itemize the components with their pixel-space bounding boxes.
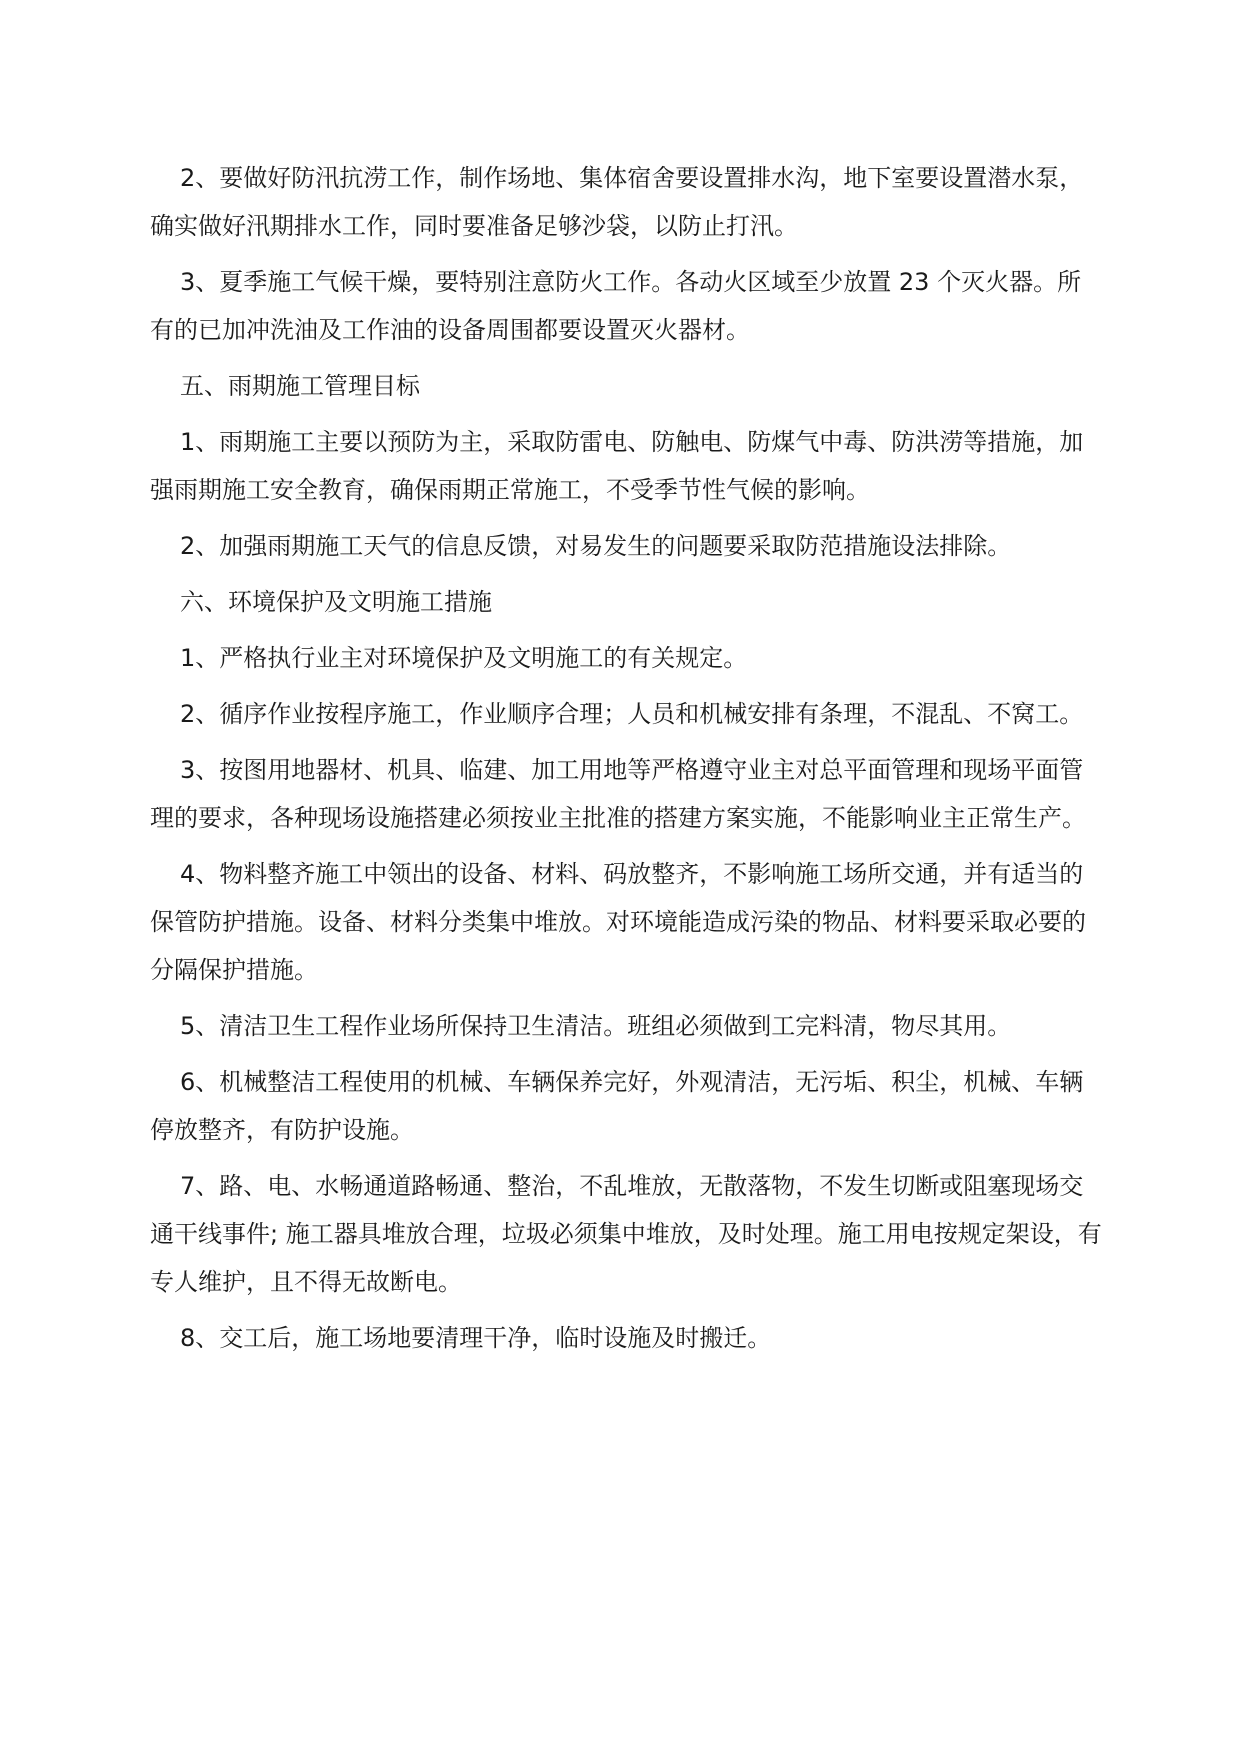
paragraph-fire-prevention: 3、夏季施工气候干燥，要特别注意防火工作。各动火区域至少放置 23 个灭火器。所有的已加冲洗油及工作油的设备周围都要设置灭火器材。: [150, 268, 1082, 344]
paragraph-roads-power-water: 7、路、电、水畅通道路畅通、整治，不乱堆放，无散落物，不发生切断或阻塞现场交通干线事件; 施工器具堆放合理，垃圾必须集中堆放，及时处理。施工用电按规定架设，有专人维护，且不得无故断电。: [150, 1172, 1102, 1296]
section-heading-environment: 六、环境保护及文明施工措施: [180, 588, 492, 616]
paragraph-handover: 8、交工后，施工场地要清理干净，临时设施及时搬迁。: [180, 1324, 772, 1352]
paragraph-land-use: 3、按图用地器材、机具、临建、加工用地等严格遵守业主对总平面管理和现场平面管理的要求，各种现场设施搭建必须按业主批准的搭建方案实施，不能影响业主正常生产。: [150, 756, 1086, 832]
paragraph-flood-prevention: 2、要做好防汛抗涝工作，制作场地、集体宿舍要设置排水沟，地下室要设置潜水泵，确实做好汛期排水工作，同时要准备足够沙袋，以防止打汛。: [150, 164, 1084, 240]
paragraph-machinery: 6、机械整洁工程使用的机械、车辆保养完好，外观清洁，无污垢、积尘，机械、车辆停放整齐，有防护设施。: [150, 1068, 1084, 1144]
paragraph-sequential-work: 2、循序作业按程序施工，作业顺序合理；人员和机械安排有条理，不混乱、不窝工。: [180, 700, 1084, 728]
paragraph-material-order: 4、物料整齐施工中领出的设备、材料、码放整齐，不影响施工场所交通，并有适当的保管防护措施。设备、材料分类集中堆放。对环境能造成污染的物品、材料要采取必要的分隔保护措施。: [150, 860, 1086, 984]
paragraph-rainy-prevention: 1、雨期施工主要以预防为主，采取防雷电、防触电、防煤气中毒、防洪涝等措施，加强雨期施工安全教育，确保雨期正常施工，不受季节性气候的影响。: [150, 428, 1084, 504]
paragraph-cleanliness: 5、清洁卫生工程作业场所保持卫生清洁。班组必须做到工完料清，物尽其用。: [180, 1012, 1012, 1040]
document-body: [150, 154, 1105, 1370]
paragraph-weather-feedback: 2、加强雨期施工天气的信息反馈，对易发生的问题要采取防范措施设法排除。: [180, 532, 1012, 560]
paragraph-owner-rules: 1、严格执行业主对环境保护及文明施工的有关规定。: [180, 644, 748, 672]
section-heading-rainy-season: 五、雨期施工管理目标: [180, 372, 420, 400]
